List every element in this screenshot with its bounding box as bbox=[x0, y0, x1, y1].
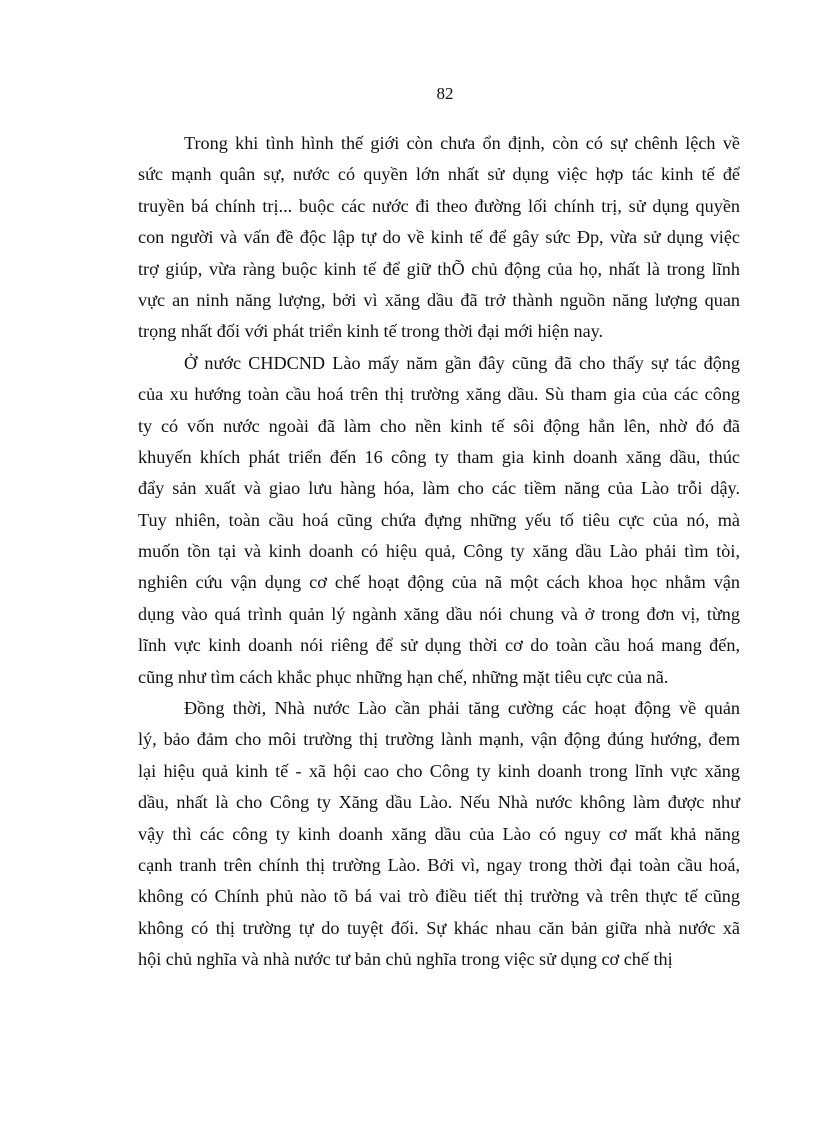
text-line: của xu hướng toàn cầu hoá trên thị trường xăng dầu. Sù tham gia của các công bbox=[138, 384, 740, 405]
text-line: trọng nhất đối với phát triển kinh tế trong thời đại mới hiện nay. bbox=[138, 321, 604, 342]
text-line: lại hiệu quả kinh tế - xã hội cao cho Công ty kinh doanh trong lĩnh vực xăng bbox=[138, 760, 740, 781]
text-line: sức mạnh quân sự, nước có quyền lớn nhất sử dụng việc hợp tác kinh tế để bbox=[138, 164, 740, 185]
text-line: dầu, nhất là cho Công ty Xăng dầu Lào. Nếu Nhà nước không làm được như bbox=[138, 792, 740, 813]
text-line: trợ giúp, vừa ràng buộc kinh tế để giữ thÕ chủ động của họ, nhất là trong lĩnh bbox=[138, 258, 740, 279]
text-line: cạnh tranh trên chính thị trường Lào. Bởi vì, ngay trong thời đại toàn cầu hoá, bbox=[138, 854, 740, 875]
text-line: vậy thì các công ty kinh doanh xăng dầu của Lào có nguy cơ mất khả năng bbox=[138, 823, 740, 844]
paragraph-3 bbox=[138, 693, 740, 976]
paragraph-1 bbox=[138, 128, 740, 348]
page-number: 82 bbox=[436, 84, 454, 103]
text-line: đẩy sản xuất và giao lưu hàng hóa, làm cho các tiềm năng của Lào trỗi dậy. bbox=[138, 478, 740, 499]
text-line: ty có vốn nước ngoài đã làm cho nền kinh tế sôi động hẳn lên, nhờ đó đã bbox=[138, 415, 740, 436]
text-line: không có thị trường tự do tuyệt đối. Sự khác nhau căn bản giữa nhà nước xã bbox=[138, 917, 740, 938]
text-line: Tuy nhiên, toàn cầu hoá cũng chứa đựng những yếu tố tiêu cực của nó, mà bbox=[138, 509, 740, 530]
text-line: vực an ninh năng lượng, bởi vì xăng dầu đã trở thành nguồn năng lượng quan bbox=[138, 289, 740, 310]
text-line: truyền bá chính trị... buộc các nước đi theo đường lối chính trị, sử dụng quyền bbox=[138, 195, 740, 216]
text-line: dụng vào quá trình quản lý ngành xăng dầu nói chung và ở trong đơn vị, từng bbox=[138, 603, 740, 624]
text-line: nghiên cứu vận dụng cơ chế hoạt động của nã một cách khoa học nhằm vận bbox=[138, 572, 740, 593]
text-line: con người và vấn đề độc lập tự do về kinh tế để gây sức Đp, vừa sử dụng việc bbox=[138, 227, 740, 248]
text-line: Trong khi tình hình thế giới còn chưa ổn định, còn có sự chênh lệch về bbox=[184, 133, 740, 153]
text-line: cũng như tìm cách khắc phục những hạn chế, những mặt tiêu cực của nã. bbox=[138, 666, 669, 687]
text-line: lý, bảo đảm cho môi trường thị trường lành mạnh, vận động đúng hướng, đem bbox=[138, 729, 740, 750]
text-line: khuyến khích phát triển đến 16 công ty tham gia kinh doanh xăng dầu, thúc bbox=[138, 446, 740, 467]
text-line: Ở nước CHDCND Lào mấy năm gần đây cũng đã cho thấy sự tác động bbox=[184, 352, 740, 373]
body-text bbox=[138, 128, 740, 976]
text-line: lĩnh vực kinh doanh nói riêng để sử dụng thời cơ do toàn cầu hoá mang đến, bbox=[138, 635, 740, 656]
text-line: hội chủ nghĩa và nhà nước tư bản chủ nghĩa trong việc sử dụng cơ chế thị bbox=[138, 949, 673, 970]
text-line: Đồng thời, Nhà nước Lào cần phải tăng cường các hoạt động về quản bbox=[184, 698, 740, 719]
text-line: không có Chính phủ nào tõ bá vai trò điều tiết thị trường và trên thực tế cũng bbox=[138, 886, 740, 907]
paragraph-2 bbox=[138, 348, 740, 693]
text-line: muốn tồn tại và kinh doanh có hiệu quả, Công ty xăng dầu Lào phải tìm tòi, bbox=[138, 541, 740, 562]
